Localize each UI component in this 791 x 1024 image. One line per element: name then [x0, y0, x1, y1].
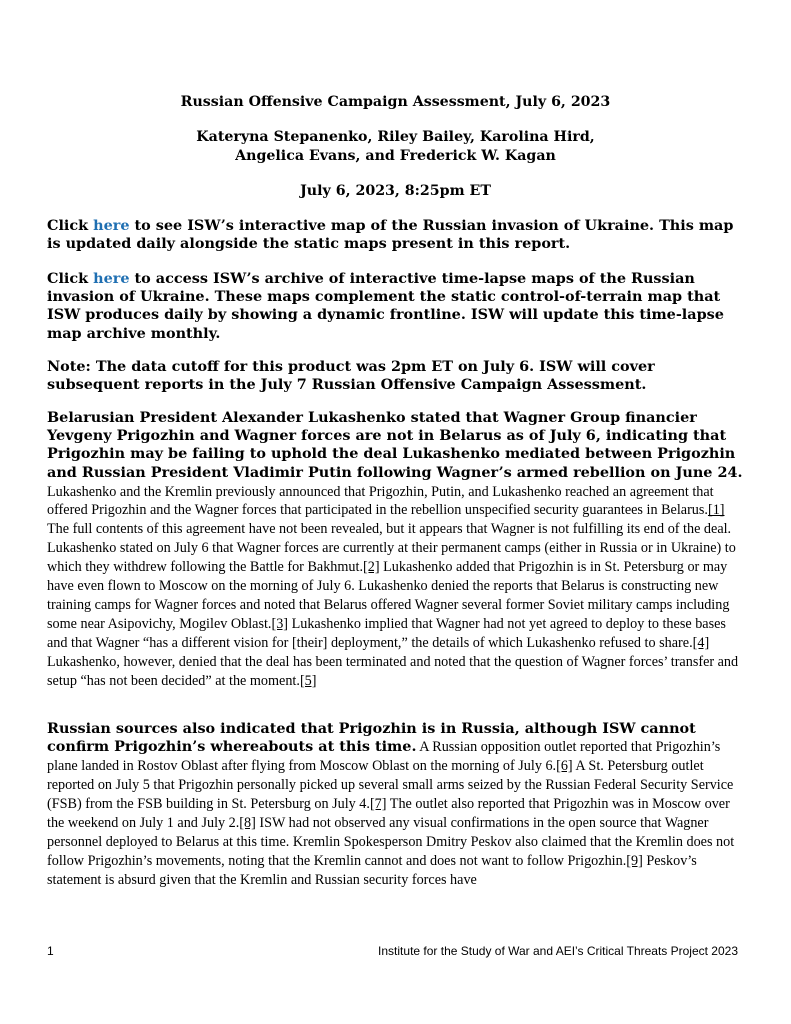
interactive-map-link[interactable]: here [93, 217, 130, 234]
timelapse-archive-paragraph [47, 270, 744, 343]
footnote-link[interactable]: [5] [299, 672, 317, 689]
footnote-link[interactable]: [4] [692, 634, 710, 651]
footnote-link[interactable]: [9] [626, 852, 643, 869]
interactive-map-paragraph [47, 217, 744, 253]
authors-line-2: Angelica Evans, and Frederick W. Kagan [235, 148, 556, 164]
p2-suffix: to access ISW’s archive of interactive time-lapse maps of the Russian invasion of Ukraine. These maps complement the static control-of-terrain map that ISW produces daily by showing a dynamic frontline. ISW will update this time-lapse map archive monthly. [47, 270, 724, 342]
footnote-link[interactable]: [6] [556, 758, 573, 775]
p4-lead: Belarusian President Alexander Lukashenko stated that Wagner Group financier Yevgeny Prigozhin and Wagner forces are not in Belarus as of July 6, indicating that Prigozhin may be failing to uphold the deal Lukashenko mediated between Prigozhin and Russian President Vladimir Putin following Wagner’s armed rebellion on June 24. [47, 409, 743, 481]
footnote-link[interactable]: [7] [369, 795, 387, 812]
footer-organization: Institute for the Study of War and AEI’s Critical Threats Project 2023 [378, 944, 738, 958]
lukashenko-paragraph [47, 409, 744, 690]
prigozhin-whereabouts-paragraph [47, 720, 744, 889]
footnote-link[interactable]: [3] [271, 615, 289, 632]
authors-line-1: Kateryna Stepanenko, Riley Bailey, Karolina Hird, [196, 129, 595, 145]
data-cutoff-note: Note: The data cutoff for this product was 2pm ET on July 6. ISW will cover subsequent reports in the July 7 Russian Offensive Campaign Assessment. [47, 358, 655, 394]
report-date: July 6, 2023, 8:25pm ET [300, 183, 491, 199]
timelapse-archive-link[interactable]: here [93, 270, 130, 287]
p1-suffix: to see ISW’s interactive map of the Russian invasion of Ukraine. This map is updated daily alongside the static maps present in this report. [47, 217, 734, 253]
p5-lead: Russian sources also indicated that Prigozhin is in Russia, although ISW cannot confirm Prigozhin’s whereabouts at this time. [47, 720, 696, 756]
p5-body: A Russian opposition outlet reported that Prigozhin’s plane landed in Rostov Oblast after flying from Moscow Oblast on the morning of July 6.[6] A St. Petersburg outlet reported on July 5 that Prigozhin personally picked up several small arms seized by the Russian Federal Security Service (FSB) from the FSB building in St. Petersburg on July 4.[7] The outlet also reported that Prigozhin was in Moscow over the weekend on July 1 and July 2.[8] ISW had not observed any visual confirmations in the open source that Wagner personnel deployed to Belarus at this time. Kremlin Spokesperson Dmitry Peskov also claimed that the Kremlin does not follow Prigozhin’s movements, noting that the Kremlin cannot and does not want to follow Prigozhin.[9] Peskov’s statement is absurd given that the Kremlin and Russian security forces have [47, 739, 735, 888]
p1-prefix: Click [47, 217, 94, 234]
report-title: Russian Offensive Campaign Assessment, July 6, 2023 [180, 94, 611, 110]
p2-prefix: Click [47, 270, 94, 287]
footnote-link[interactable]: [2] [363, 559, 380, 576]
p4-body: Lukashenko and the Kremlin previously announced that Prigozhin, Putin, and Lukashenko reached an agreement that offered Prigozhin and the Wagner forces that participated in the rebellion unspecified security guarantees in Belarus.[1] The full contents of this agreement have not been revealed, but it appears that Wagner is not fulfilling its end of the deal. Lukashenko stated on July 6 that Wagner forces are currently at their permanent camps (either in Russia or in Ukraine) to which they withdrew following the Battle for Bakhmut.[2] Lukashenko added that Prigozhin is in St. Petersburg or may have even flown to Moscow on the morning of July 6. Lukashenko denied the reports that Belarus is constructing new training camps for Wagner forces and noted that Belarus offered Wagner several former Soviet military camps including some near Asipovichy, Mogilev Oblast.[3] Lukashenko implied that Wagner had not yet agreed to deploy to these bases and that Wagner “has a different vision for [their] deployment,” the details of which Lukashenko refused to share.[4] Lukashenko, however, denied that the deal has been terminated and noted that the question of Wagner forces’ transfer and setup “has not been decided” at the moment.[5] [47, 483, 739, 689]
footnote-link[interactable]: [8] [239, 814, 256, 831]
page-number: 1 [47, 944, 54, 958]
footnote-link[interactable]: [1] [707, 502, 725, 519]
